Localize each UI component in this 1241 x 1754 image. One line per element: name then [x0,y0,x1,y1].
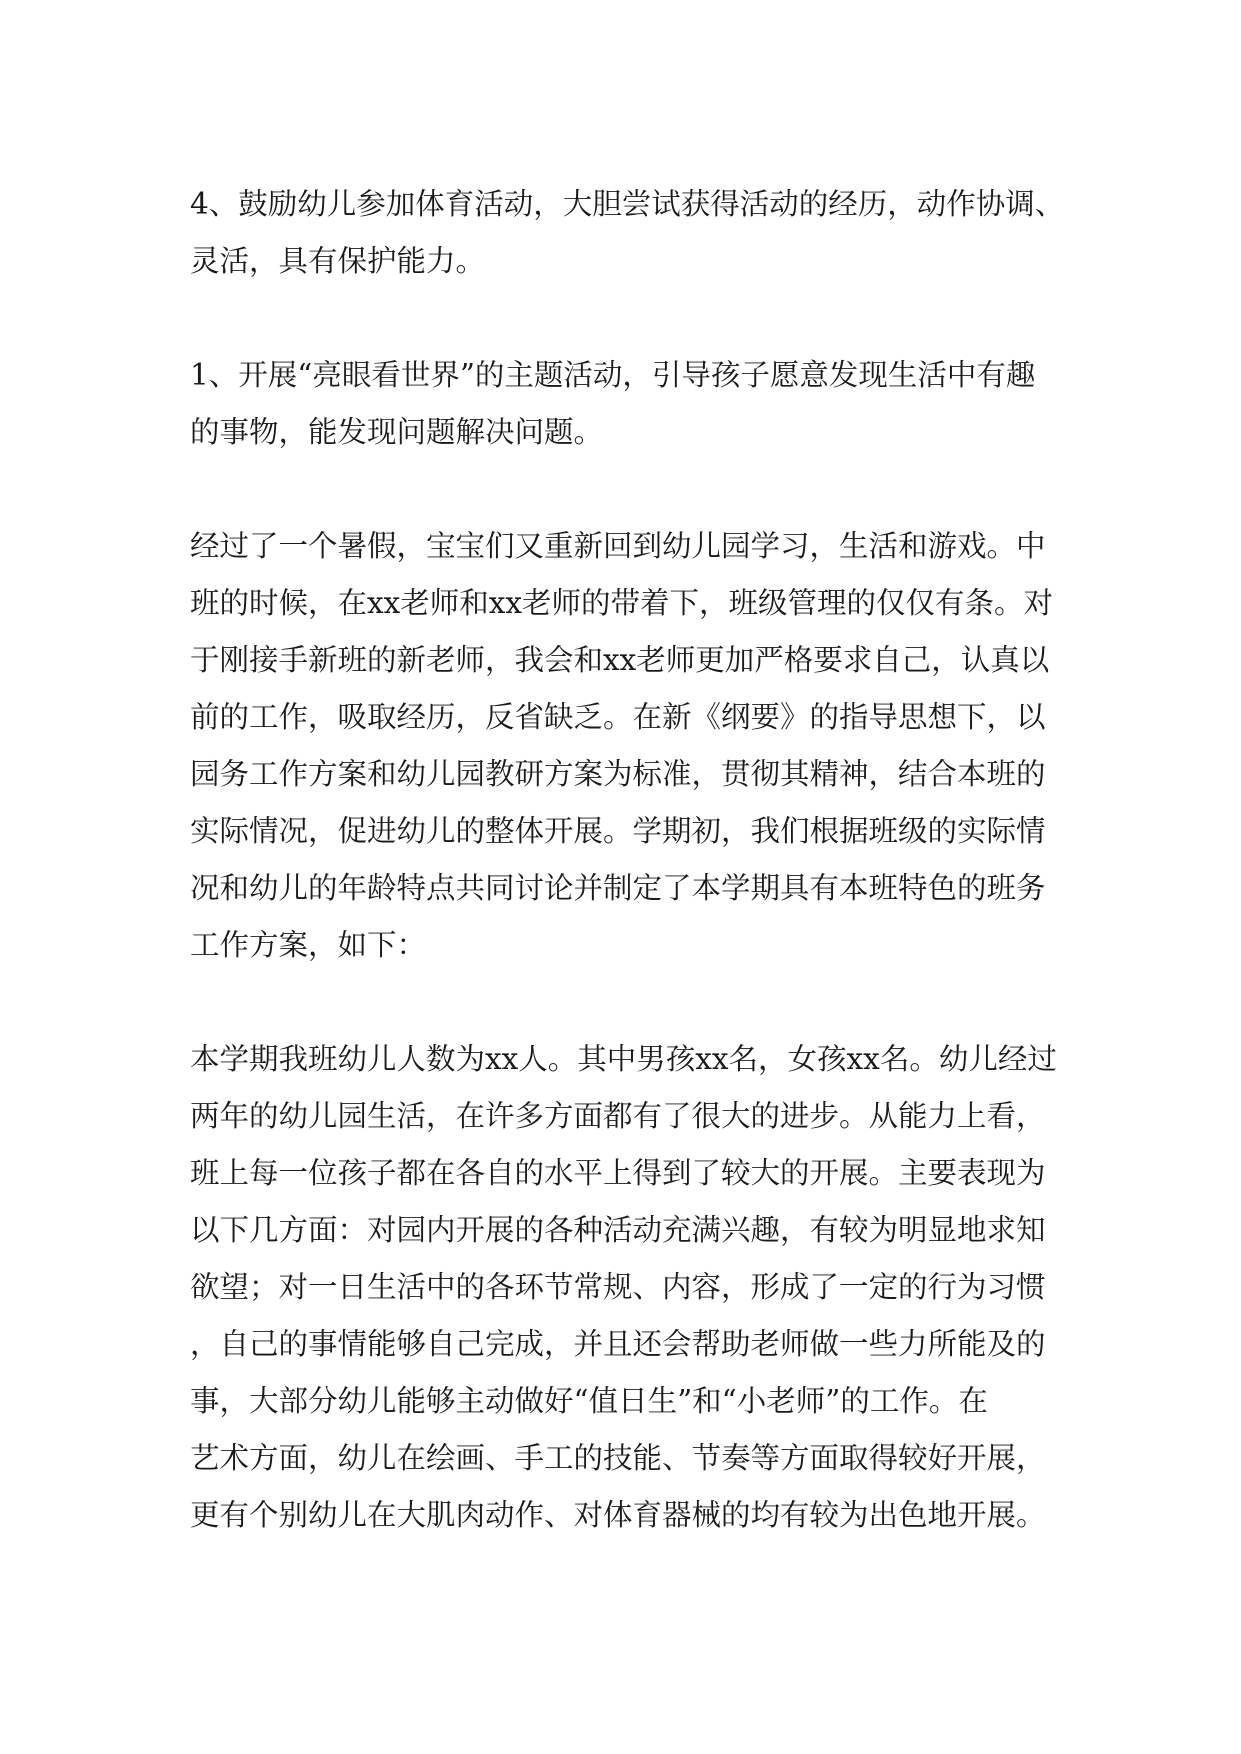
text-line: 班上每一位孩子都在各自的水平上得到了较大的开展。主要表现为 [190,1156,1046,1190]
text-line: 艺术方面，幼儿在绘画、手工的技能、节奏等方面取得较好开展， [190,1441,1046,1475]
text-line: 的事物，能发现问题解决问题。 [190,415,604,449]
text-line: 于刚接手新班的新老师，我会和xx老师更加严格要求自己，认真以 [190,643,1050,677]
text-line: 灵活，具有保护能力。 [190,244,486,278]
paragraph-intro [190,518,1055,974]
text-line: 工作方案，如下： [190,928,427,962]
text-line: 班的时候，在xx老师和xx老师的带着下，班级管理的仅仅有条。对 [190,586,1054,620]
text-line: 以下几方面：对园内开展的各种活动充满兴趣，有较为明显地求知 [190,1213,1046,1247]
text-line: 况和幼儿的年龄特点共同讨论并制定了本学期具有本班特色的班务 [190,871,1046,905]
text-line: 园务工作方案和幼儿园教研方案为标准，贯彻其精神，结合本班的 [190,757,1046,791]
paragraph-item-1 [190,347,1055,461]
text-line: 1、开展“亮眼看世界”的主题活动，引导孩子愿意发现生活中有趣 [190,358,1036,392]
text-line: ，自己的事情能够自己完成，并且还会帮助老师做一些力所能及的 [190,1327,1046,1361]
paragraph-class-status [190,1031,1055,1544]
text-line: 经过了一个暑假，宝宝们又重新回到幼儿园学习，生活和游戏。中 [190,529,1046,563]
text-line: 欲望；对一日生活中的各环节常规、内容，形成了一定的行为习惯 [190,1270,1046,1304]
paragraph-item-4 [190,176,1065,290]
document-body [190,176,1065,1544]
text-line: 更有个别幼儿在大肌肉动作、对体育器械的均有较为出色地开展。 [190,1498,1046,1532]
text-line: 本学期我班幼儿人数为xx人。其中男孩xx名，女孩xx名。幼儿经过 [190,1042,1057,1076]
text-line: 两年的幼儿园生活，在许多方面都有了很大的进步。从能力上看， [190,1099,1046,1133]
text-line: 事，大部分幼儿能够主动做好“值日生”和“小老师”的工作。在 [190,1384,988,1418]
text-line: 4、鼓励幼儿参加体育活动，大胆尝试获得活动的经历，动作协调、 [190,187,1065,221]
text-line: 前的工作，吸取经历，反省缺乏。在新《纲要》的指导思想下，以 [190,700,1046,734]
text-line: 实际情况，促进幼儿的整体开展。学期初，我们根据班级的实际情 [190,814,1046,848]
